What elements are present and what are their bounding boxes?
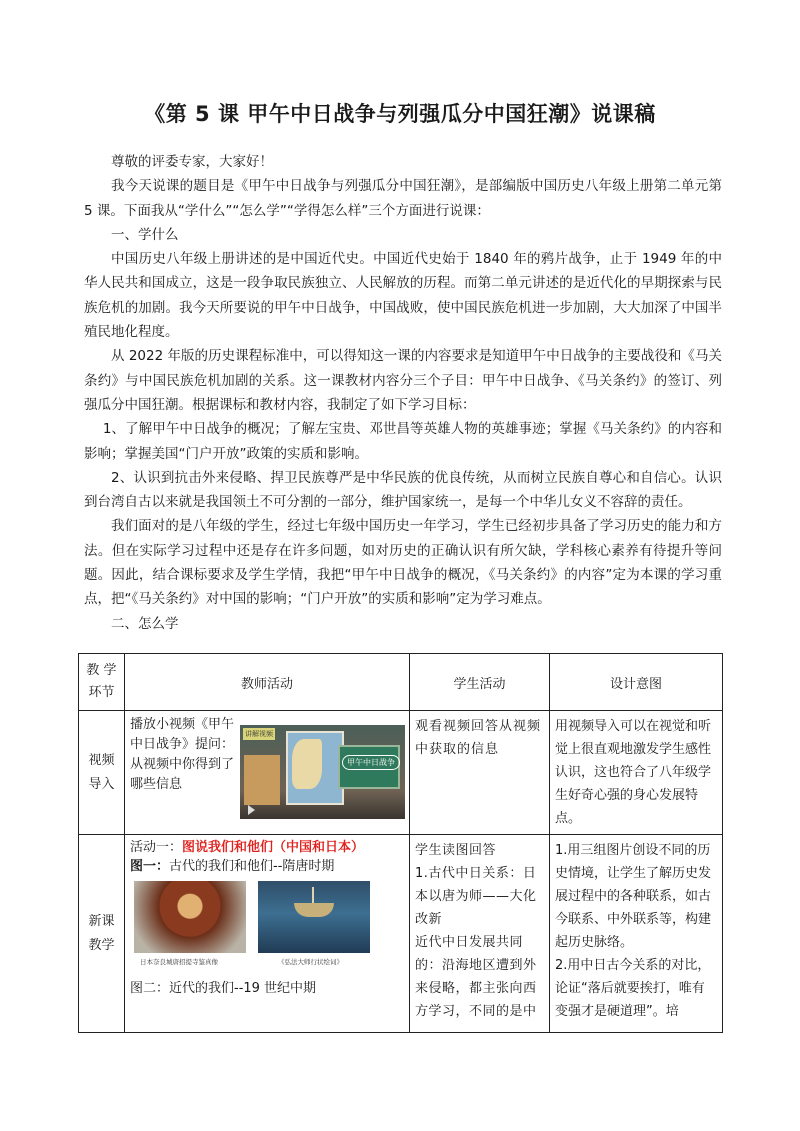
topic-paragraph: 我今天说课的题目是《甲午中日战争与列强瓜分中国狂潮》，是部编版中国历史八年级上册第二单元第 5 课。下面我从“学什么”“怎么学”“学得怎么样”三个方面进行说课： bbox=[84, 178, 722, 219]
teacher-activity-text: 播放小视频《甲午中日战争》提问：从视频中你得到了哪些信息 bbox=[130, 717, 235, 792]
header-student: 学生活动 bbox=[410, 654, 550, 711]
section-heading-how: 二、怎么学 bbox=[111, 615, 179, 632]
video-caption: 甲午中日战争 bbox=[342, 755, 400, 770]
video-tag: 讲解视频 bbox=[245, 730, 273, 738]
figure-one-line bbox=[130, 857, 404, 877]
figure-two-text: 图二：近代的我们--19 世纪中期 bbox=[130, 981, 317, 996]
goal-one: 1、了解甲午中日战争的概况；了解左宝贵、邓世昌等英雄人物的英雄事迹；掌握《马关条约》的内容和影响；掌握美国“门户开放”政策的实质和影响。 bbox=[84, 421, 722, 462]
design-intent-cell: 用视频导入可以在视觉和听觉上很直观地激发学生感性认识，这也符合了八年级学生好奇心强的身心发展特点。 bbox=[550, 711, 723, 835]
table-row bbox=[79, 835, 723, 1033]
greeting-paragraph: 尊敬的评委专家，大家好！ bbox=[111, 154, 273, 170]
student-activity-cell: 学生读图回答 1.古代中日关系：日本以唐为师——大化改新 近代中日发展共同的：沿海地区遭到外来侵略，都主张向西方学习，不同的是中 bbox=[410, 835, 550, 1033]
figure-one-text: 古代的我们和他们--隋唐时期 bbox=[169, 859, 335, 874]
voyage-painting-image bbox=[258, 881, 370, 953]
teacher-activity-cell bbox=[125, 711, 410, 835]
lesson-plan-table bbox=[78, 653, 723, 1033]
figure-one-images bbox=[130, 881, 404, 999]
student-activity-cell: 观看视频回答从视频中获取的信息 bbox=[410, 711, 550, 835]
design-intent-cell: 1.用三组图片创设不同的历史情境，让学生了解历史发展过程中的各种联系，如古今联系、中外联系等，构建起历史脉络。 2.用中日古今关系的对比，论证“落后就要挨打，唯有变强才是硬道理”。培 bbox=[550, 835, 723, 1033]
pic2-caption: 《弘法大师行状绘词》 bbox=[278, 958, 343, 966]
play-icon[interactable] bbox=[248, 805, 255, 815]
intro-video-thumbnail[interactable] bbox=[240, 725, 405, 819]
section-heading-what: 一、学什么 bbox=[111, 226, 179, 243]
pic1-caption: 日本奈良城唐招提寺鉴真像 bbox=[140, 958, 218, 966]
teacher-activity-cell bbox=[125, 835, 410, 1033]
background-paragraph: 中国历史八年级上册讲述的是中国近代史。中国近代史始于 1840 年的鸦片战争，止于 1949 年的中华人民共和国成立，这是一段争取民族独立、人民解放的历程。而第二单元讲述的是近代化的早期探索与民族危机的加剧。我今天所要说的甲午中日战争，中国战败，使中国民族危机进一步加剧，大大加深了中国半殖民地化程度。 bbox=[84, 251, 722, 341]
activity-line bbox=[130, 839, 404, 857]
learner-analysis-paragraph: 我们面对的是八年级的学生，经过七年级中国历史一年学习，学生已经初步具备了学习历史的能力和方法。但在实际学习过程中还是存在许多问题，如对历史的正确认识有所欠缺，学科核心素养有待提升等问题。因此，结合课标要求及学生学情，我把“甲午中日战争的概况，《马关条约》的内容”定为本课的学习重点，把“《马关条约》对中国的影响；“门户开放”的实质和影响”定为学习难点。 bbox=[84, 518, 722, 608]
document-title: 《第 5 课 甲午中日战争与列强瓜分中国狂潮》说课稿 bbox=[144, 102, 656, 126]
header-teacher: 教师活动 bbox=[125, 654, 410, 711]
document-body bbox=[84, 150, 722, 636]
jianzhen-statue-image bbox=[134, 881, 246, 953]
goal-two: 2、认识到抗击外来侵略、捍卫民族尊严是中华民族的优良传统，从而树立民族自尊心和自信心。认识到台湾自古以来就是我国领土不可分割的一部分，维护国家统一，是每一个中华儿女义不容辞的责任。 bbox=[84, 469, 722, 511]
header-intent: 设计意图 bbox=[550, 654, 723, 711]
figure-one-label: 图一： bbox=[130, 859, 170, 874]
table-row bbox=[79, 711, 723, 835]
standards-paragraph: 从 2022 年版的历史课程标准中，可以得知这一课的内容要求是知道甲午中日战争的主要战役和《马关条约》与中国民族危机加剧的关系。这一课教材内容分三个子目：甲午中日战争、《马关条约》的签订、列强瓜分中国狂潮。根据课标和教材内容，我制定了如下学习目标： bbox=[84, 348, 722, 413]
stage-cell: 新课教学 bbox=[79, 835, 125, 1033]
table-header-row bbox=[79, 654, 723, 711]
activity-title: 图说我们和他们（中国和日本） bbox=[182, 840, 365, 855]
header-stage: 教 学环节 bbox=[79, 654, 125, 711]
activity-prefix: 活动一： bbox=[130, 840, 183, 855]
stage-cell: 视频导入 bbox=[79, 711, 125, 835]
